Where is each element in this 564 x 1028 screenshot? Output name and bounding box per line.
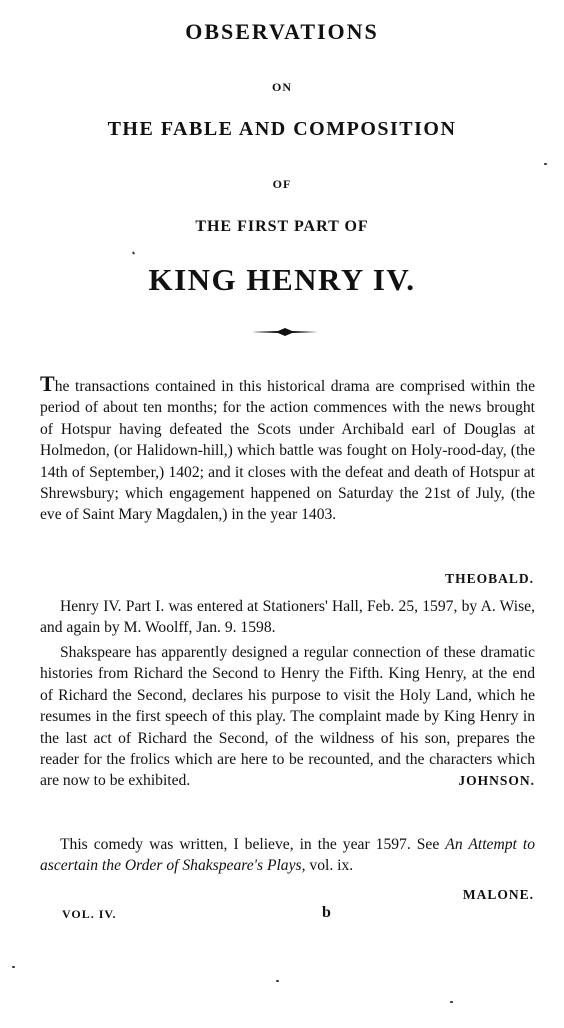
paragraph-text: Shakspeare has apparently designed a regular connection of these dramatic histories from Richard the Second to Henry the Fifth. King Henry, at the end of Richard the Second, declares his purpose to visit the Holy Land, which he resumes in the first speech of this play. The complaint made by King Henry in the last act of Richard the Second, of the wildness of his son, prepares the reader for the frolics which are here to be recounted, and the characters which are now to be exhibited. (40, 644, 535, 790)
heading-play-title: KING HENRY IV. (148, 262, 416, 297)
heading-observations: OBSERVATIONS (185, 19, 379, 44)
paragraph-theobald (40, 373, 535, 526)
paragraph-malone (40, 834, 535, 877)
print-speck (12, 966, 15, 968)
print-speck (132, 251, 135, 255)
italic-title: An Attempt to ascertain the Order of Shakspeare's Plays, (40, 836, 535, 875)
paragraph-tail: vol. ix. (305, 857, 354, 875)
paragraph-text: This comedy was written, I believe, in the year 1597. See (60, 836, 440, 853)
print-speck (544, 163, 547, 165)
heading-first-part: THE FIRST PART OF (195, 218, 369, 235)
heading-on: ON (272, 80, 292, 94)
signature-johnson: JOHNSON. (458, 773, 535, 789)
signature-mark: b (322, 904, 331, 921)
drop-cap: T (40, 371, 55, 396)
volume-footer: VOL. IV. (62, 907, 117, 921)
print-speck (276, 980, 279, 982)
paragraph-johnson (40, 642, 535, 792)
paragraph-stationers-hall: Henry IV. Part I. was entered at Stationers' Hall, Feb. 25, 1597, by A. Wise, and again by M. Woolff, Jan. 9. 1598. (40, 598, 535, 637)
heading-of: OF (272, 177, 292, 191)
signature-theobald: THEOBALD. (445, 571, 534, 586)
ornament-divider-icon (252, 328, 318, 336)
paragraph-text: he transactions contained in this historical drama are comprised within the period of about ten months; for the action commences with the news brought of Hotspur having defeated the Scots under Archibald earl of Douglas at Holmedon, (or Halidown-hill,) which battle was fought on Holy-rood-day, (the 14th of September,) 1402; and it closes with the defeat and death of Hotspur at Shrewsbury; which engagement happened on Saturday the 21st of July, (the eve of Saint Mary Magdalen,) in the year 1403. (40, 378, 535, 524)
print-speck (450, 1001, 453, 1003)
signature-malone: MALONE. (462, 887, 534, 902)
heading-fable-composition: THE FABLE AND COMPOSITION (107, 118, 457, 140)
